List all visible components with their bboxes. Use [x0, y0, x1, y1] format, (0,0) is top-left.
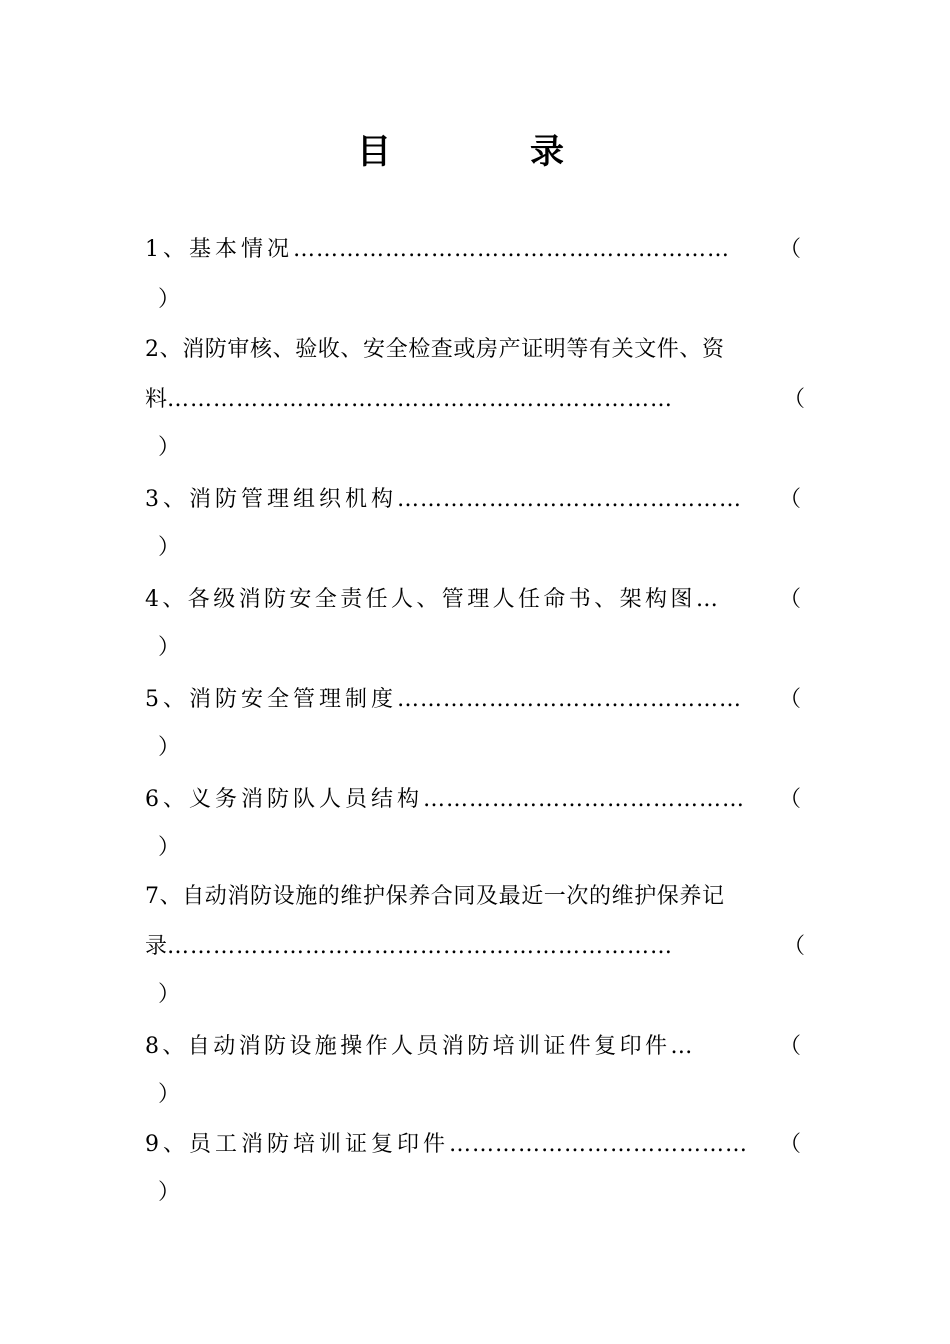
toc-entry-label: 3、消防管理组织机构: [145, 487, 397, 512]
page-ref-open: （: [778, 587, 805, 612]
page-ref-close: ）: [158, 982, 181, 1007]
leader-dots: …………………………………………………………: [167, 934, 674, 959]
page-ref-open: （: [778, 787, 805, 812]
leader-dots: …: [695, 587, 719, 612]
page-ref-open: （: [782, 934, 805, 959]
toc-entry-6: [145, 775, 807, 825]
toc-entry-label-continued: 录: [145, 934, 168, 959]
toc-entry-7-line-1: [145, 872, 807, 922]
toc-entry-label: 8、自动消防设施操作人员消防培训证件复印件: [145, 1034, 671, 1059]
toc-entry-5: [145, 675, 807, 725]
page-ref-open: （: [778, 1034, 805, 1059]
page-ref-open: （: [778, 1132, 805, 1157]
page-ref-close: ）: [158, 635, 181, 660]
leader-dots: …………………………………: [449, 1132, 748, 1157]
toc-entry-label: 7、自动消防设施的维护保养合同及最近一次的维护保养记: [145, 884, 725, 909]
page-ref-close: ）: [158, 1082, 181, 1107]
title-char-2: 录: [530, 132, 564, 172]
toc-entry-label: 5、消防安全管理制度: [145, 687, 397, 712]
toc-entry-8: [145, 1022, 807, 1072]
page-ref-close: ）: [158, 287, 181, 312]
page-ref-close: ）: [158, 535, 181, 560]
toc-entry-label-continued: 料: [145, 387, 168, 412]
toc-entry-label: 9、员工消防培训证复印件: [145, 1132, 449, 1157]
toc-entry-label: 2、消防审核、验收、安全检查或房产证明等有关文件、资: [145, 337, 725, 362]
page-ref-close: ）: [158, 835, 181, 860]
leader-dots: …………………………………………………: [293, 237, 730, 262]
leader-dots: …: [670, 1034, 694, 1059]
toc-entry-9: [145, 1120, 807, 1170]
page-ref-open: （: [778, 687, 805, 712]
leader-dots: ………………………………………: [397, 487, 742, 512]
leader-dots: …………………………………………………………: [167, 387, 674, 412]
toc-entry-2-line-1: [145, 325, 807, 375]
toc-entry-label: 6、义务消防队人员结构: [145, 787, 423, 812]
page-ref-open: （: [778, 487, 805, 512]
leader-dots: ……………………………………: [423, 787, 745, 812]
toc-entry-4: [145, 575, 807, 625]
toc-entry-label: 1、基本情况: [145, 237, 293, 262]
toc-entry-7-line-2: [145, 922, 807, 972]
toc-entry-1: [145, 225, 807, 275]
page-ref-open: （: [778, 237, 805, 262]
page-ref-close: ）: [158, 1180, 181, 1205]
page-ref-open: （: [782, 387, 805, 412]
toc-entry-2-line-2: [145, 375, 807, 425]
toc-title: [0, 127, 950, 177]
title-char-1: 目: [357, 132, 391, 172]
toc-entry-label: 4、各级消防安全责任人、管理人任命书、架构图: [145, 587, 696, 612]
toc-entry-3: [145, 475, 807, 525]
page-ref-close: ）: [158, 435, 181, 460]
page-ref-close: ）: [158, 735, 181, 760]
leader-dots: ………………………………………: [397, 687, 742, 712]
